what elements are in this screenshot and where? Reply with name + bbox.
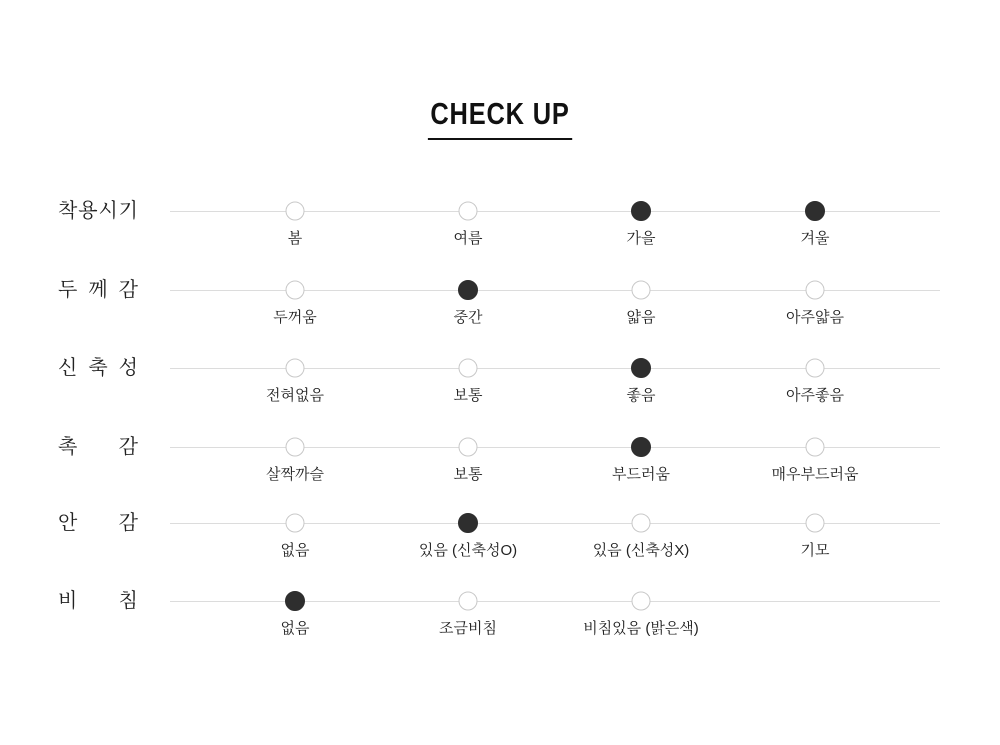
option-dot[interactable] — [632, 514, 651, 533]
option-label: 봄 — [287, 230, 303, 247]
option-dot[interactable] — [806, 359, 825, 378]
option-dot[interactable] — [632, 592, 651, 611]
attribute-name-char: 감 — [118, 279, 138, 301]
attribute-name-char: 착 — [58, 200, 78, 222]
option-label: 조금비침 — [439, 620, 497, 637]
option-label: 가을 — [626, 230, 656, 247]
attribute-row — [0, 437, 1000, 499]
option-label: 전혀없음 — [266, 387, 324, 404]
option-label: 얇음 — [626, 309, 656, 326]
option-dot[interactable] — [459, 359, 478, 378]
attribute-row — [0, 513, 1000, 575]
option-label: 있음 (신축성O) — [418, 542, 518, 559]
attribute-name-char: 시 — [98, 200, 118, 222]
option-label: 보통 — [453, 387, 483, 404]
attribute-name-char: 용 — [78, 200, 98, 222]
option-dot-selected[interactable] — [458, 280, 478, 300]
page-title: CHECK UP — [428, 96, 572, 140]
option-dot[interactable] — [286, 202, 305, 221]
attribute-name-char: 두 — [58, 279, 78, 301]
option-dot-selected[interactable] — [458, 513, 478, 533]
option-dot[interactable] — [632, 281, 651, 300]
attribute-name — [58, 201, 138, 222]
option-dot[interactable] — [286, 281, 305, 300]
option-label: 없음 — [280, 542, 310, 559]
attribute-row — [0, 201, 1000, 263]
option-label: 없음 — [280, 620, 310, 637]
attribute-name-char: 께 — [88, 279, 108, 301]
attribute-name-char: 신 — [58, 357, 78, 379]
attribute-name-char: 감 — [118, 512, 138, 534]
option-label: 좋음 — [626, 387, 656, 404]
option-dot[interactable] — [459, 438, 478, 457]
option-label: 두꺼움 — [273, 309, 317, 326]
attribute-name-char: 기 — [118, 200, 138, 222]
option-label: 겨울 — [800, 230, 830, 247]
option-label: 기모 — [800, 542, 830, 559]
option-dot[interactable] — [459, 202, 478, 221]
attribute-name-char: 촉 — [58, 436, 78, 458]
option-dot[interactable] — [286, 359, 305, 378]
option-dot[interactable] — [806, 514, 825, 533]
option-label: 아주좋음 — [786, 387, 844, 404]
option-dot[interactable] — [286, 514, 305, 533]
option-label: 비침있음 (밝은색) — [583, 620, 699, 637]
option-dot-selected[interactable] — [631, 437, 651, 457]
option-dot-selected[interactable] — [631, 201, 651, 221]
attribute-name-char: 감 — [118, 436, 138, 458]
option-label: 살짝까슬 — [266, 466, 324, 483]
option-label: 있음 (신축성X) — [592, 542, 690, 559]
attribute-name-char: 침 — [118, 590, 138, 612]
attribute-row — [0, 591, 1000, 653]
option-dot[interactable] — [806, 281, 825, 300]
option-label: 아주얇음 — [786, 309, 844, 326]
option-label: 여름 — [453, 230, 483, 247]
option-label: 부드러움 — [612, 466, 670, 483]
option-dot-selected[interactable] — [285, 591, 305, 611]
attribute-name-char: 비 — [58, 590, 78, 612]
option-label: 중간 — [453, 309, 483, 326]
attribute-name — [58, 591, 138, 612]
option-dot-selected[interactable] — [805, 201, 825, 221]
option-dot-selected[interactable] — [631, 358, 651, 378]
option-label: 매우부드러움 — [771, 466, 859, 483]
attribute-name-char: 안 — [58, 512, 78, 534]
attribute-name — [58, 513, 138, 534]
attribute-name — [58, 358, 138, 379]
attribute-row — [0, 280, 1000, 342]
attribute-row — [0, 358, 1000, 420]
option-dot[interactable] — [806, 438, 825, 457]
attribute-name-char: 축 — [88, 357, 108, 379]
option-dot[interactable] — [459, 592, 478, 611]
attribute-name — [58, 280, 138, 301]
option-label: 보통 — [453, 466, 483, 483]
option-dot[interactable] — [286, 438, 305, 457]
attribute-name-char: 성 — [118, 357, 138, 379]
attribute-name — [58, 437, 138, 458]
